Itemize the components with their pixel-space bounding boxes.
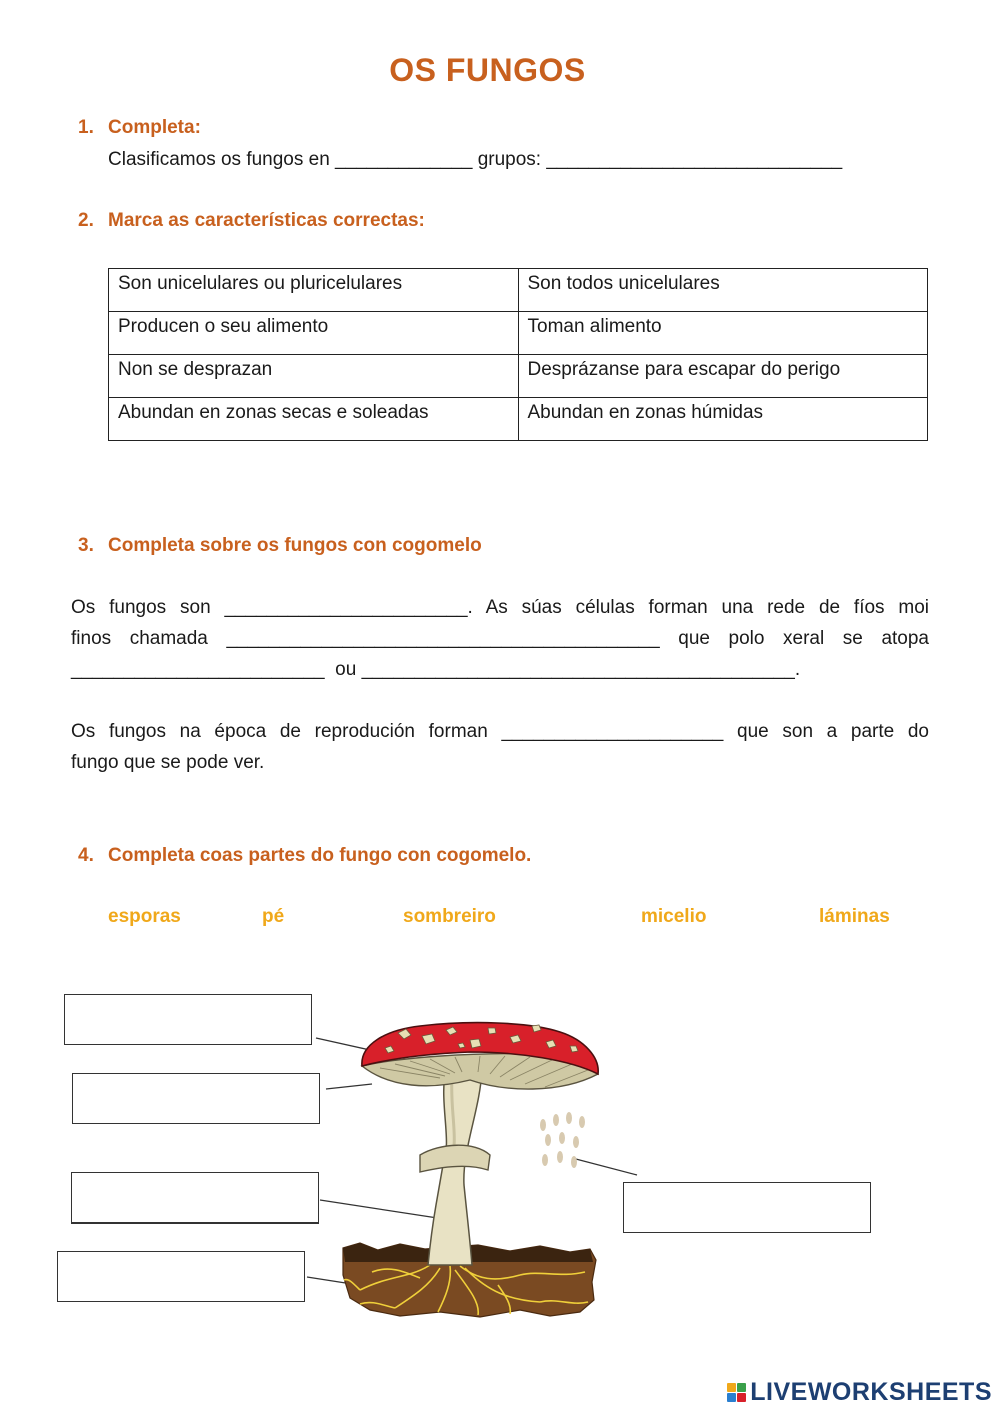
q1-heading	[78, 117, 201, 139]
table-cell-option[interactable]: Abundan en zonas húmidas	[518, 398, 928, 441]
table-row	[109, 269, 928, 312]
brand-name: LIVEWORKSHEETS	[750, 1378, 992, 1406]
q1-fill-line[interactable]: Clasificamos os fungos en _____________ grupos: ____________________________	[108, 149, 843, 170]
table-row	[109, 355, 928, 398]
q1-number: 1.	[78, 117, 94, 138]
brand-logo-icon	[727, 1383, 746, 1402]
word-bank-item[interactable]: láminas	[819, 906, 890, 927]
q4-number: 4.	[78, 845, 94, 866]
table-row	[109, 312, 928, 355]
q3-paragraph2-line1[interactable]: Os fungos na época de reprodución forman _____________________ que son a parte do	[71, 721, 929, 742]
q4-heading-text: Completa coas partes do fungo con cogomelo.	[108, 845, 532, 866]
q2-number: 2.	[78, 210, 94, 231]
table-row	[109, 398, 928, 441]
page-title: OS FUNGOS	[389, 52, 586, 88]
word-bank-item[interactable]: micelio	[641, 906, 707, 927]
characteristics-table	[108, 268, 928, 441]
q2-heading-text: Marca as características correctas:	[108, 210, 425, 231]
table-cell-option[interactable]: Toman alimento	[518, 312, 928, 355]
table-cell-option[interactable]: Producen o seu alimento	[109, 312, 519, 355]
table-cell-option[interactable]: Desprázanse para escapar do perigo	[518, 355, 928, 398]
table-cell-option[interactable]: Son unicelulares ou pluricelulares	[109, 269, 519, 312]
q2-heading	[78, 210, 425, 232]
table-cell-option[interactable]: Non se desprazan	[109, 355, 519, 398]
table-cell-option[interactable]: Son todos unicelulares	[518, 269, 928, 312]
word-bank-item[interactable]: pé	[262, 906, 285, 927]
q3-heading	[78, 535, 482, 557]
q3-heading-text: Completa sobre os fungos con cogomelo	[108, 535, 482, 556]
word-bank-item[interactable]: sombreiro	[403, 906, 496, 927]
q4-heading	[78, 845, 531, 867]
q3-number: 3.	[78, 535, 94, 556]
q1-heading-text: Completa:	[108, 117, 201, 138]
brand-logo	[727, 1378, 992, 1407]
mushroom-illustration	[0, 960, 1000, 1340]
word-bank-item[interactable]: esporas	[108, 906, 181, 927]
q3-paragraph2-line2: fungo que se pode ver.	[71, 752, 265, 773]
q3-paragraph1-line3[interactable]: ________________________ ou _________________________________________.	[71, 659, 801, 680]
q3-paragraph1-line1[interactable]: Os fungos son _______________________. As súas células forman una rede de fíos moi	[71, 597, 929, 618]
table-cell-option[interactable]: Abundan en zonas secas e soleadas	[109, 398, 519, 441]
q3-paragraph1-line2[interactable]: finos chamada _________________________________________ que polo xeral se atopa	[71, 628, 929, 649]
